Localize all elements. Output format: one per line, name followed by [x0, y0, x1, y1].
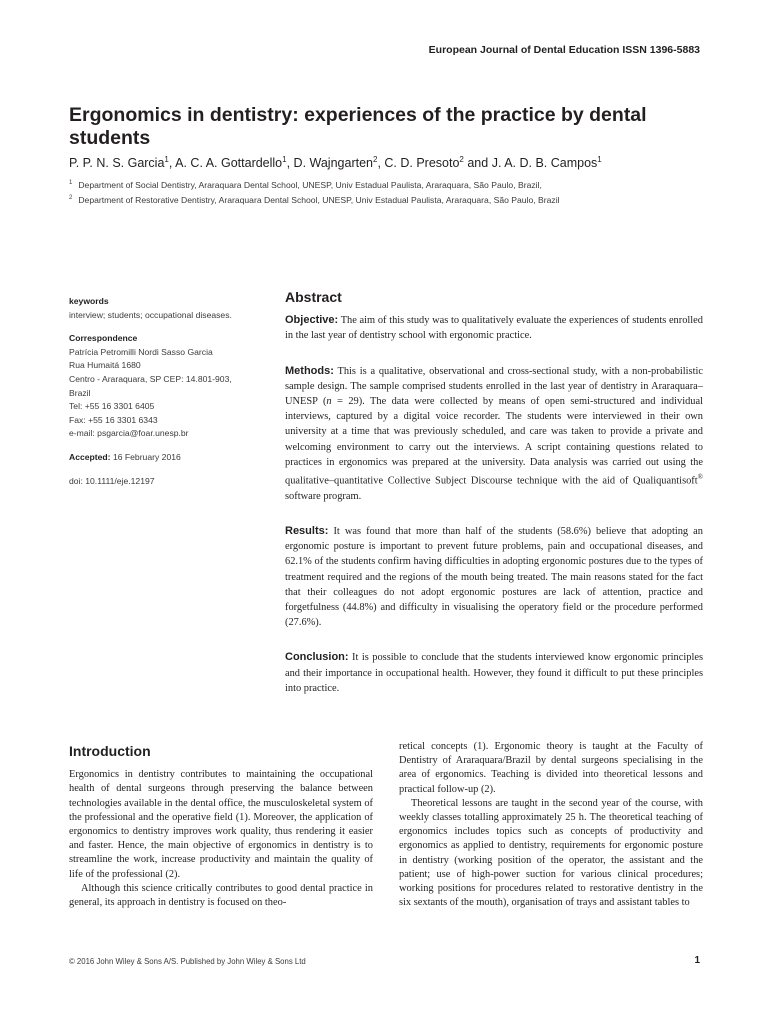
objective-text: The aim of this study was to qualitatively evaluate the experiences of students enrolled in the last year of dentistry school with ergonomic practice.: [285, 315, 703, 342]
registered-mark: ®: [697, 473, 703, 482]
article-title: Ergonomics in dentistry: experiences of the practice by dental students: [69, 104, 647, 149]
methods-text: software program.: [285, 490, 362, 502]
affiliation-text: Department of Social Dentistry, Araraquara Dental School, UNESP, Univ Estadual Paulista, Araraquara, São Paulo, Brazil,: [78, 180, 542, 190]
author-separator: ,: [286, 156, 294, 171]
methods-text: This is a qualitative, observational and cross-sectional study, with a non-probabilistic sample design. The sample comprised students enrolled in the last year of dentistry in Araraquara–UNESP (: [285, 365, 703, 408]
affiliation-number: 1: [69, 180, 73, 187]
author-affil-mark: 1: [597, 155, 602, 164]
accepted-date: 16 February 2016: [112, 451, 181, 462]
conclusion-label: Conclusion:: [285, 651, 349, 664]
author-affil-mark: 1: [282, 155, 287, 164]
abstract-heading: Abstract: [285, 289, 342, 305]
author-separator: ,: [168, 156, 176, 171]
body-column-right: [399, 740, 703, 910]
author-affil-mark: 1: [164, 155, 169, 164]
objective-label: Objective:: [285, 314, 339, 327]
keywords-label: keywords: [69, 296, 109, 306]
author-separator: ,: [377, 156, 385, 171]
affiliation-2: [69, 195, 709, 205]
body-paragraph: Although this science critically contributes to good dental practice in general, its approach in dentistry is focused on theo-: [69, 882, 373, 909]
correspondence-line: Tel: +55 16 3301 6405: [69, 401, 155, 412]
conclusion-text: It is possible to conclude that the students interviewed know ergonomic principles and their importance in occupational health. However, they found it difficult to put these principles into practice.: [285, 652, 703, 694]
author-affil-mark: 2: [372, 155, 378, 164]
methods-n-symbol: n: [326, 396, 332, 408]
author-affil-mark: 2: [459, 155, 464, 164]
affiliation-text: Department of Restorative Dentistry, Araraquara Dental School, UNESP, Univ Estadual Paulista, Araraquara, São Paulo, Brazil: [78, 195, 560, 205]
abstract-objective: [285, 313, 703, 343]
correspondence-line: Brazil: [69, 387, 91, 398]
abstract-conclusion: [285, 650, 703, 696]
methods-text: = 29). The data were collected by means of open semi-structured and individual interviews, captured by a digital voice recorder. The students were interviewed in their own university at a time that was previously scheduled, and care was taken to provide a private and welcoming environment to carry out the interviews. A script containing questions related to practices in ergonomics was prepared at the university. Data analysis was carried out using the qualitative–quantitative Collective Subject Discourse technique with the aid of Qualiquantisoft: [285, 396, 703, 487]
body-paragraph: Ergonomics in dentistry contributes to maintaining the occupational health of dental surgeons through preserving the balance between technologies available in the dental office, the musculoskeletal system of the professional and the operative field (1). Moreover, the application of ergonomics to dentistry improves work quality, thus rendering it easier and faster. Hence, the main objective of ergonomics in dentistry is to streamline the work, increase productivity and maintain the quality of life of the professional (2).: [69, 769, 373, 880]
keywords-block: [69, 295, 259, 322]
correspondence-email[interactable]: e-mail: psgarcia@foar.unesp.br: [69, 428, 189, 439]
results-label: Results:: [285, 524, 329, 537]
abstract-methods: [285, 364, 703, 504]
affiliation-number: 2: [69, 195, 73, 202]
body-paragraph: Theoretical lessons are taught in the second year of the course, with weekly classes totalling approximately 25 h. The theoretical teaching of ergonomics includes topics such as concepts of productivity and ergonomics as applied to dentistry, requirements for ergonomic posture in dentistry (working position of the operator, the assistant and the patient; use of high-power suction for various clinical procedures; working positions for procedures related to restorative dentistry in the six sextants of the mouth), organisation of trays and assistant tables to: [399, 797, 703, 909]
author-separator: and: [463, 156, 492, 171]
abstract-results: [285, 524, 703, 630]
body-column-left: [69, 740, 373, 910]
author: P. P. N. S. Garcia: [69, 156, 165, 171]
correspondence-block: [69, 332, 259, 441]
author: C. D. Presoto: [384, 156, 460, 171]
author-list: [69, 155, 709, 170]
abstract-section: [285, 290, 703, 716]
results-text: It was found that more than half of the students (58.6%) believe that adopting an ergonomic posture is important to prevent future problems, pain and occupational diseases, and 62.1% of the students confirm having difficulties in adopting ergonomic postures due to the types of treatment required and the regions of the mouth being treated. The main reasons stated for the fact that their colleagues do not adopt ergonomic postures are lack of attention, practice and forgetfulness (44.8%) and difficulty in visualising the operatory field or the procedure performed (27.6%).: [285, 525, 703, 629]
methods-label: Methods:: [285, 364, 334, 377]
author: A. C. A. Gottardello: [175, 156, 283, 171]
author: J. A. D. B. Campos: [491, 156, 598, 171]
copyright-notice: © 2016 John Wiley & Sons A/S. Published by John Wiley & Sons Ltd: [69, 957, 306, 966]
keywords-list: interview; students; occupational diseases.: [69, 309, 232, 320]
correspondence-line: Centro - Araraquara, SP CEP: 14.801-903,: [69, 373, 232, 384]
accepted-label: Accepted:: [69, 451, 111, 462]
introduction-heading: Introduction: [69, 743, 151, 759]
article-info-sidebar: [69, 295, 259, 498]
author: D. Wajngarten: [293, 156, 373, 171]
journal-header: European Journal of Dental Education ISSN 1396-5883: [428, 44, 700, 56]
correspondence-label: Correspondence: [69, 333, 138, 344]
body-paragraph: retical concepts (1). Ergonomic theory is taught at the Faculty of Dentistry of Araraquara/Brazil by dental surgeons specialising in the area of ergonomics. Teaching is divided into theoretical lessons and practical follow-up (2).: [399, 741, 703, 795]
page-number: 1: [694, 955, 700, 966]
correspondence-line: Rua Humaitá 1680: [69, 360, 141, 371]
doi[interactable]: doi: 10.1111/eje.12197: [69, 475, 155, 486]
correspondence-line: Patrícia Petromilli Nordi Sasso Garcia: [69, 346, 213, 357]
correspondence-line: Fax: +55 16 3301 6343: [69, 414, 158, 425]
accepted-block: [69, 451, 259, 465]
affiliation-1: [69, 180, 709, 190]
